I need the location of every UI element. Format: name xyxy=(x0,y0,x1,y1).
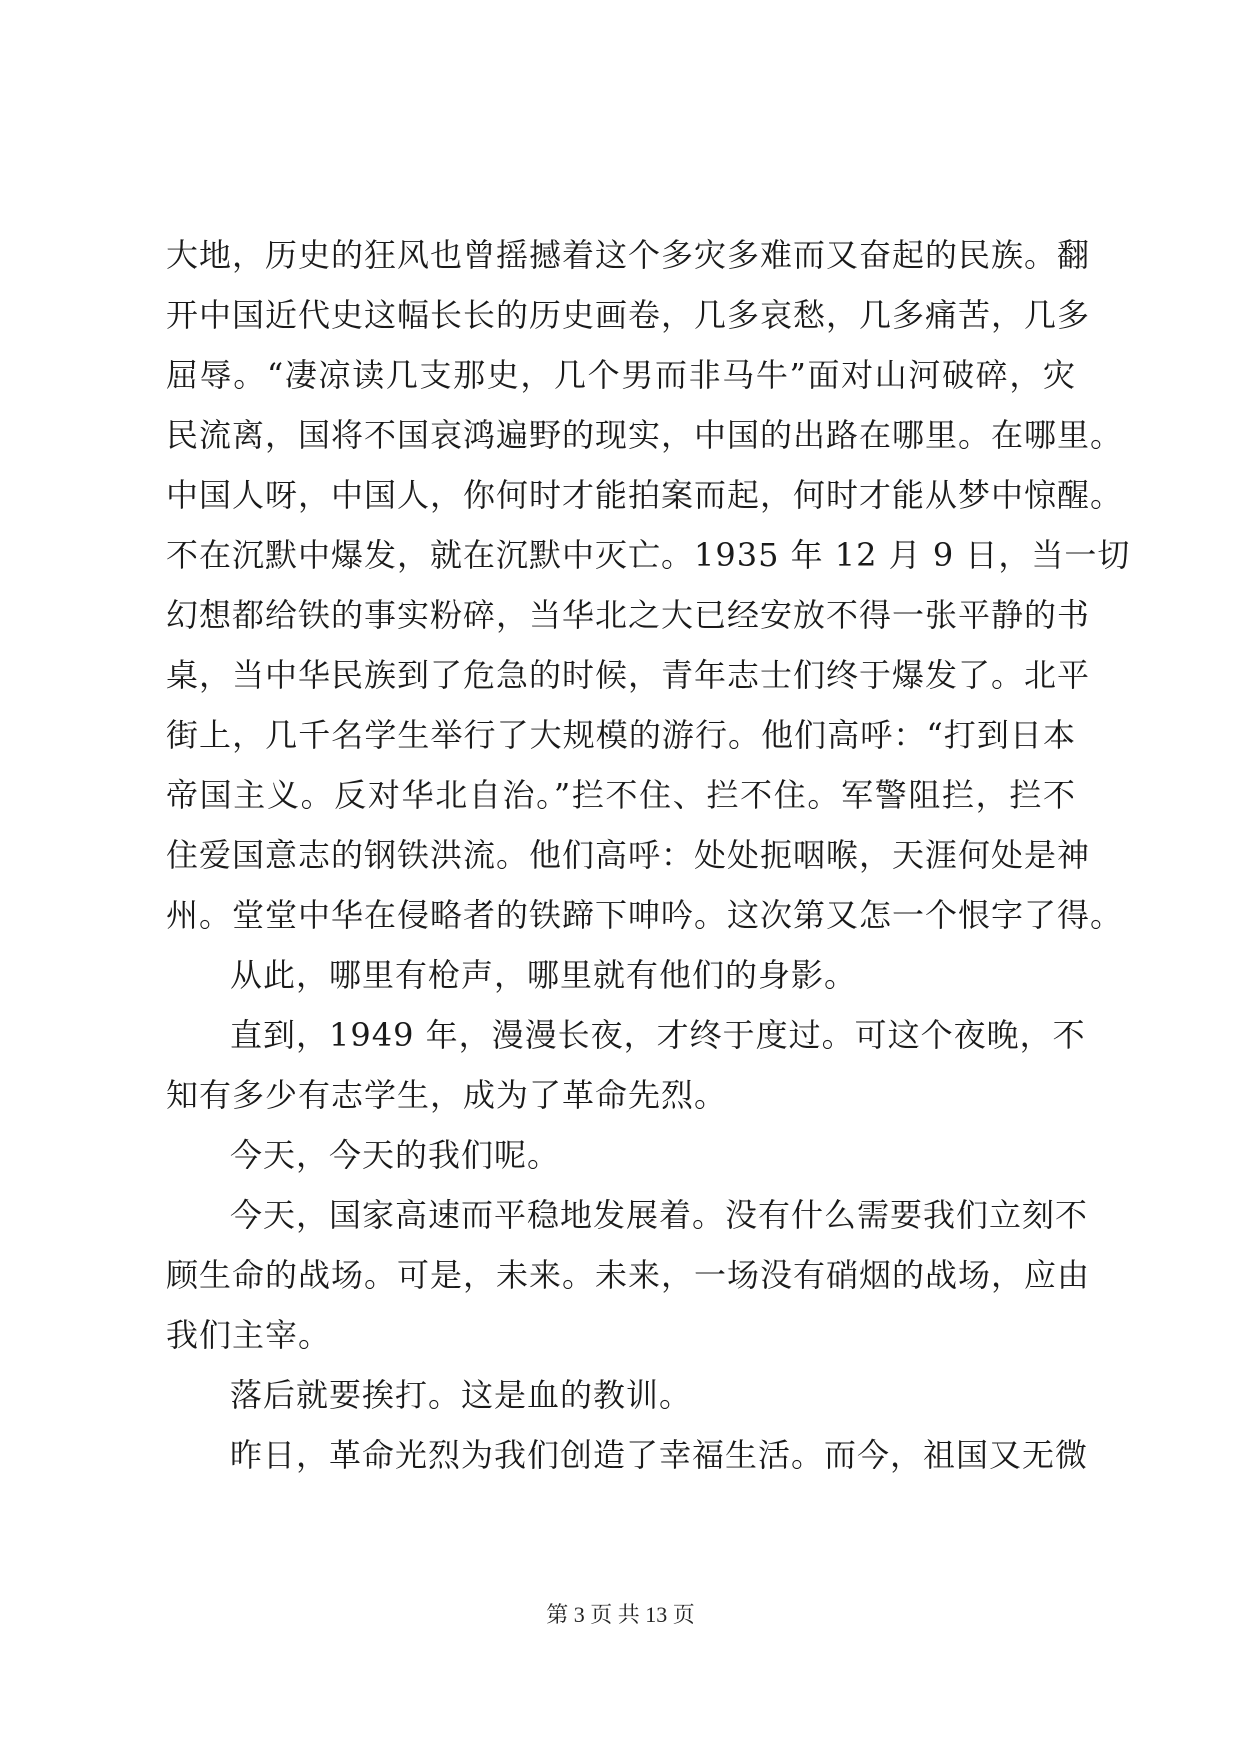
text-line: 开中国近代史这幅长长的历史画卷，几多哀愁，几多痛苦，几多 xyxy=(166,296,1091,334)
paragraph xyxy=(166,1185,1091,1365)
page-footer: 第 3 页 共 13 页 xyxy=(546,1602,695,1627)
text-line: 昨日，革命光烈为我们创造了幸福生活。而今，祖国又无微 xyxy=(230,1436,1089,1474)
text-line: 幻想都给铁的事实粉碎，当华北之大已经安放不得一张平静的书 xyxy=(166,596,1091,634)
paragraph xyxy=(166,1365,1076,1425)
paragraph xyxy=(166,1425,1089,1485)
text-line: 桌，当中华民族到了危急的时候，青年志士们终于爆发了。北平 xyxy=(166,656,1091,694)
text-line: 街上，几千名学生举行了大规模的游行。他们高呼：“打到日本 xyxy=(166,716,1076,754)
text-line: 住爱国意志的钢铁洪流。他们高呼：处处扼咽喉，天涯何处是神 xyxy=(166,836,1091,874)
text-line: 不在沉默中爆发，就在沉默中灭亡。1935 年 12 月 9 日，当一切 xyxy=(166,536,1131,574)
paragraph xyxy=(166,1125,1076,1185)
paragraph xyxy=(166,1005,1086,1125)
text-line: 屈辱。“凄凉读几支那史，几个男而非马牛”面对山河破碎，灾 xyxy=(166,356,1076,394)
text-line: 直到，1949 年，漫漫长夜，才终于度过。可这个夜晚，不 xyxy=(230,1016,1086,1054)
text-line: 中国人呀，中国人，你何时才能拍案而起，何时才能从梦中惊醒。 xyxy=(166,476,1124,514)
text-line: 今天，国家高速而平稳地发展着。没有什么需要我们立刻不 xyxy=(230,1196,1089,1234)
text-line: 知有多少有志学生，成为了革命先烈。 xyxy=(166,1076,728,1114)
text-line: 民流离，国将不国哀鸿遍野的现实，中国的出路在哪里。在哪里。 xyxy=(166,416,1124,454)
document-body xyxy=(166,225,1131,1485)
text-line: 帝国主义。反对华北自治。”拦不住、拦不住。军警阻拦，拦不 xyxy=(166,776,1076,814)
text-line: 顾生命的战场。可是，未来。未来，一场没有硝烟的战场，应由 xyxy=(166,1256,1091,1294)
text-line: 州。堂堂中华在侵略者的铁蹄下呻吟。这次第又怎一个恨字了得。 xyxy=(166,896,1124,934)
text-line: 今天，今天的我们呢。 xyxy=(230,1136,561,1174)
paragraph xyxy=(166,945,1076,1005)
text-line: 大地，历史的狂风也曾摇撼着这个多灾多难而又奋起的民族。翻 xyxy=(166,236,1091,274)
text-line: 落后就要挨打。这是血的教训。 xyxy=(230,1376,693,1414)
paragraph xyxy=(166,225,1131,945)
text-line: 我们主宰。 xyxy=(166,1316,332,1354)
text-line: 从此，哪里有枪声，哪里就有他们的身影。 xyxy=(230,956,858,994)
